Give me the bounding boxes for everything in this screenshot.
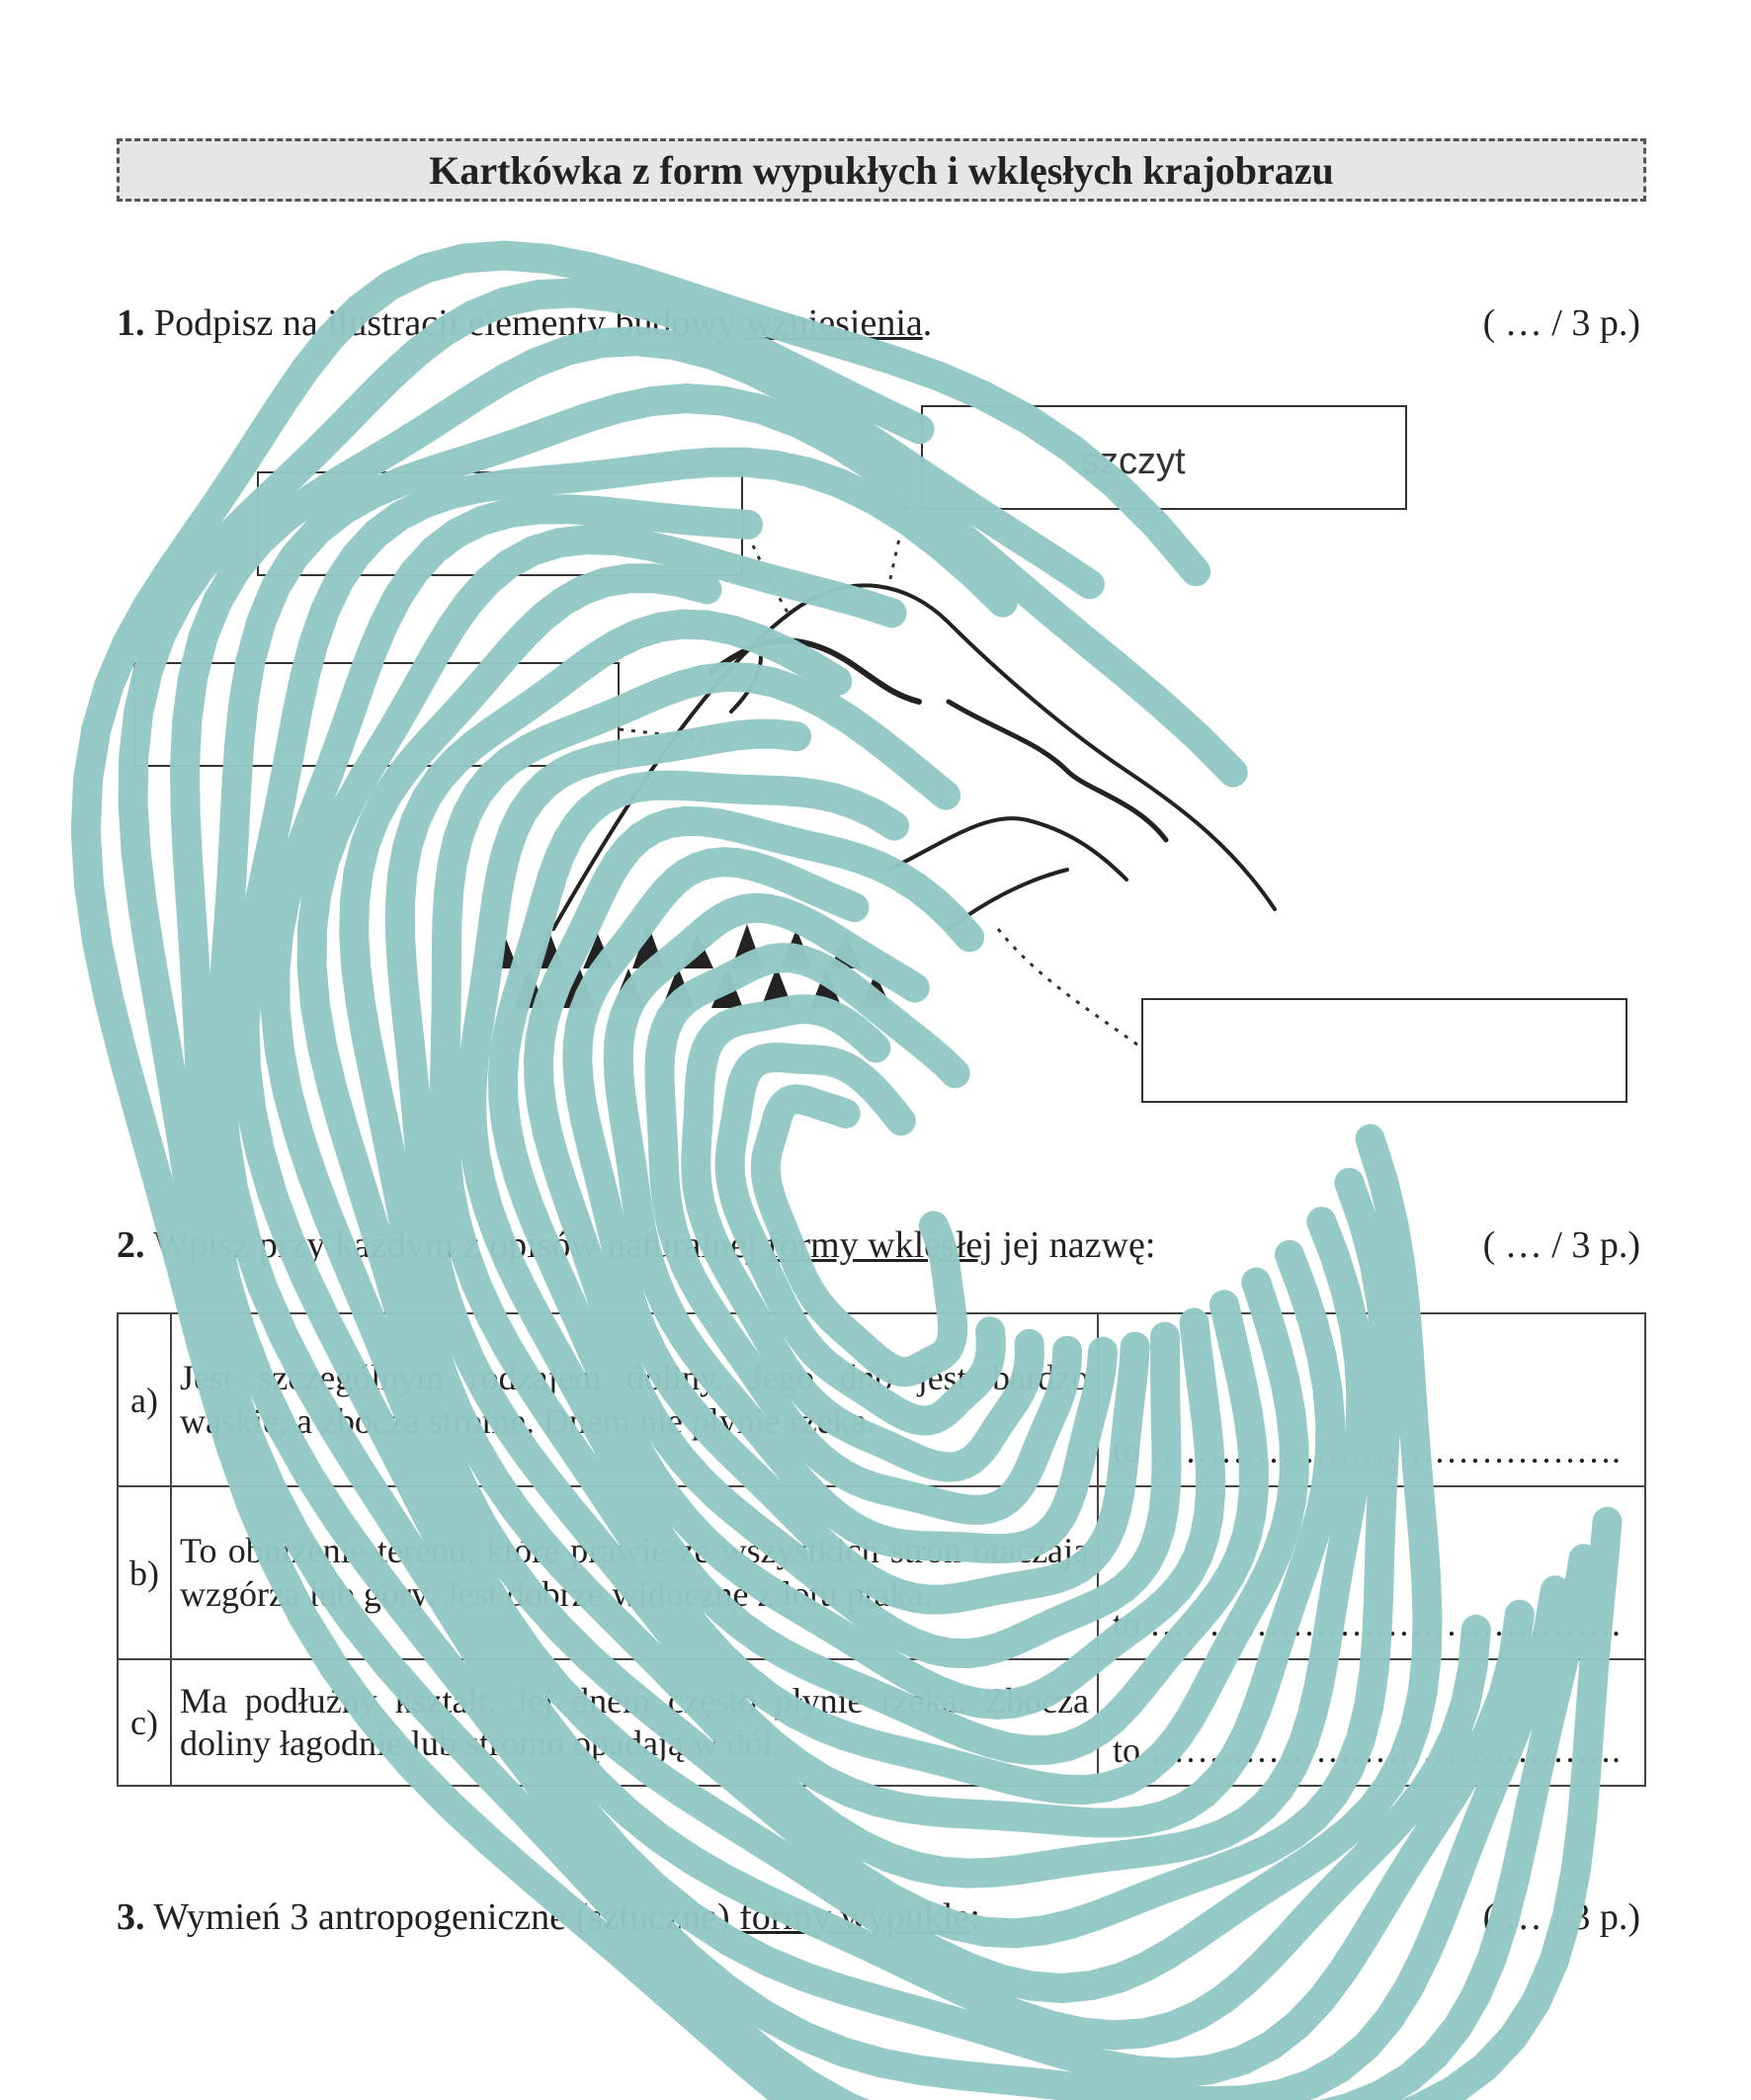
task-1-points: ( … / 3 p.) [1482, 302, 1640, 344]
task-2-points: ( … / 3 p.) [1482, 1224, 1640, 1266]
task-2-number: 2. [117, 1224, 145, 1266]
task-1-text-underlined: wzniesienia [745, 302, 923, 344]
landforms-table [117, 1312, 1646, 1787]
row-letter: c) [118, 1659, 171, 1786]
task-1-heading [117, 301, 1640, 345]
task-2-heading [117, 1223, 1640, 1267]
row-description: Ma podłużny kształt. Jej dnem często płynie rzeka. Zbocza doliny łagodnie lub stromo opadają w dół. [171, 1659, 1098, 1786]
task-2-text-after: jej nazwę: [992, 1224, 1156, 1266]
table-row [118, 1313, 1645, 1486]
task-1-instruction [117, 301, 932, 345]
row-description: To obniżenie terenu, które prawie ze wszystkich stron otaczają wzgórza lub góry. Jest dobrze widoczne z lotu ptaka. [171, 1486, 1098, 1659]
task-3-text-before: Wymień 3 antropogeniczne (sztuczne) [153, 1896, 740, 1938]
label-peak-text: szczyt [1081, 441, 1186, 482]
task-2-instruction [117, 1223, 1155, 1267]
row-letter: a) [118, 1313, 171, 1486]
worksheet-title: Kartkówka z form wypukłych i wklęsłych krajobrazu [429, 147, 1334, 193]
answer-field[interactable]: to …………………………………. [1098, 1486, 1645, 1659]
task-2-text-before: Wpisz przy każdym z opisów naturalnej [153, 1224, 767, 1266]
worksheet-title-box [117, 138, 1646, 202]
task-1-text-before: Podpisz na ilustracji elementy budowy [154, 302, 746, 344]
task-3-text-after: : [969, 1896, 980, 1938]
task-3-text-underlined: formy wypukłe [739, 1896, 970, 1938]
row-description: Jest szczególnym rodzajem doliny. Jego dno jest bardzo wąskie, a zbocza strome. Dnem nie płynie rzeka. [171, 1313, 1098, 1486]
answer-field[interactable]: to …………………………………. [1098, 1659, 1645, 1786]
task-3-instruction [117, 1895, 980, 1939]
row-letter: b) [118, 1486, 171, 1659]
answer-field[interactable]: to …………………………………. [1098, 1313, 1645, 1486]
task-3-number: 3. [117, 1896, 145, 1938]
hill-illustration-icon [0, 376, 1751, 1146]
task-1-number: 1. [117, 302, 145, 344]
task-1-text-after: . [922, 302, 933, 344]
task-3-heading [117, 1895, 1640, 1939]
table-row [118, 1486, 1645, 1659]
task-3-points: ( … / 3 p.) [1482, 1896, 1640, 1938]
task-2-text-underlined: formy wklęsłej [766, 1224, 993, 1266]
hill-diagram [0, 376, 1751, 1146]
table-row [118, 1659, 1645, 1786]
